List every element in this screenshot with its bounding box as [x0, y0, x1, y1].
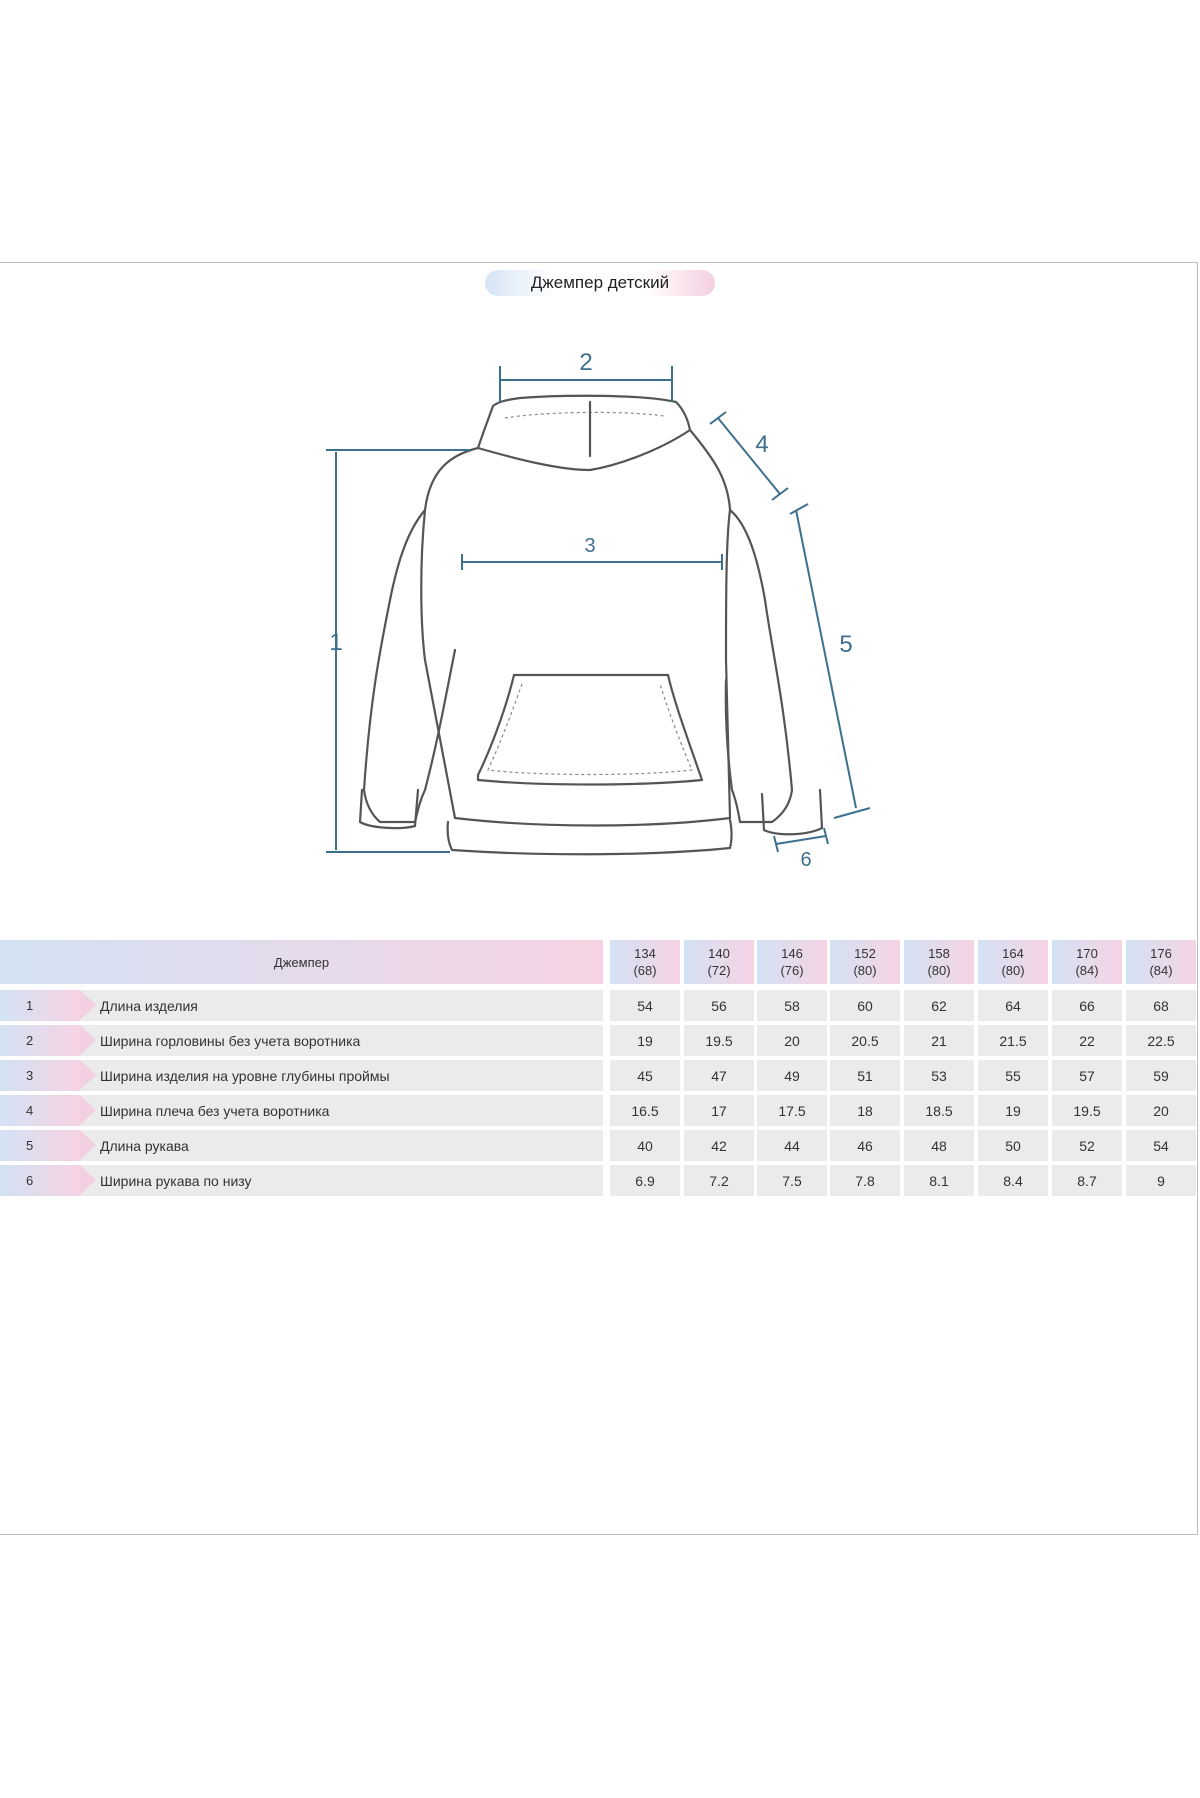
table-cell: 68 — [1126, 990, 1196, 1021]
row-name-cell — [80, 990, 603, 1021]
table-cell: 8.1 — [904, 1165, 974, 1196]
size-column-header — [684, 940, 754, 984]
row-number-cell — [0, 1165, 80, 1196]
size-height: 158 — [928, 946, 950, 961]
row-number: 5 — [26, 1138, 34, 1153]
dimension-2 — [500, 349, 672, 402]
size-column-header — [1052, 940, 1122, 984]
table-cell: 46 — [830, 1130, 900, 1161]
size-column-header — [757, 940, 827, 984]
table-cell: 6.9 — [610, 1165, 680, 1196]
size-height: 176 — [1150, 946, 1172, 961]
table-cell: 50 — [978, 1130, 1048, 1161]
table-cell: 55 — [978, 1060, 1048, 1091]
table-cell: 22.5 — [1126, 1025, 1196, 1056]
row-number-cell — [0, 1130, 80, 1161]
table-cell: 16.5 — [610, 1095, 680, 1126]
row-arrow — [80, 1130, 96, 1160]
size-chest: (80) — [927, 963, 951, 978]
table-cell: 7.5 — [757, 1165, 827, 1196]
table-cell: 20.5 — [830, 1025, 900, 1056]
dimension-5 — [790, 504, 870, 818]
table-row — [0, 1095, 1200, 1126]
table-cell: 9 — [1126, 1165, 1196, 1196]
size-chest: (84) — [1075, 963, 1099, 978]
table-cell: 54 — [1126, 1130, 1196, 1161]
dimension-label-2: 2 — [579, 349, 593, 376]
table-cell: 56 — [684, 990, 754, 1021]
page-title — [485, 270, 715, 296]
size-height: 164 — [1002, 946, 1024, 961]
table-cell: 20 — [757, 1025, 827, 1056]
size-column-header — [1126, 940, 1196, 984]
table-cell: 21 — [904, 1025, 974, 1056]
hoodie-outline — [360, 396, 822, 854]
table-cell: 18.5 — [904, 1095, 974, 1126]
size-chest: (68) — [633, 963, 657, 978]
row-arrow — [80, 1025, 96, 1055]
page-title-text: Джемпер детский — [530, 273, 670, 292]
table-cell: 18 — [830, 1095, 900, 1126]
row-number-cell — [0, 990, 80, 1021]
size-column-header — [830, 940, 900, 984]
table-cell: 17 — [684, 1095, 754, 1126]
table-cell: 7.2 — [684, 1165, 754, 1196]
table-header-label: Джемпер — [273, 954, 330, 970]
size-chest: (76) — [780, 963, 804, 978]
table-cell: 44 — [757, 1130, 827, 1161]
row-number: 4 — [26, 1103, 34, 1118]
table-cell: 19.5 — [1052, 1095, 1122, 1126]
table-row — [0, 1025, 1200, 1056]
row-number-cell — [0, 1095, 80, 1126]
dimension-1 — [326, 450, 470, 852]
size-chest: (72) — [707, 963, 731, 978]
row-number-cell — [0, 1060, 80, 1091]
dimension-4 — [710, 412, 788, 500]
table-row — [0, 1060, 1200, 1091]
table-cell: 60 — [830, 990, 900, 1021]
dimension-label-4: 4 — [755, 431, 769, 458]
row-number: 2 — [26, 1033, 34, 1048]
row-name-cell — [80, 1025, 603, 1056]
size-column-header — [978, 940, 1048, 984]
table-row — [0, 1130, 1200, 1161]
table-cell: 54 — [610, 990, 680, 1021]
row-number: 1 — [26, 998, 34, 1013]
size-height: 170 — [1076, 946, 1098, 961]
size-chest: (80) — [1001, 963, 1025, 978]
table-cell: 40 — [610, 1130, 680, 1161]
size-chest: (84) — [1149, 963, 1173, 978]
table-cell: 57 — [1052, 1060, 1122, 1091]
row-name: Ширина рукава по низу — [100, 1173, 252, 1189]
table-cell: 19 — [610, 1025, 680, 1056]
table-cell: 19.5 — [684, 1025, 754, 1056]
size-height: 140 — [708, 946, 730, 961]
row-name: Ширина горловины без учета воротника — [100, 1033, 361, 1049]
table-cell: 62 — [904, 990, 974, 1021]
dimension-3 — [462, 535, 722, 570]
table-cell: 48 — [904, 1130, 974, 1161]
row-name-cell — [80, 1130, 603, 1161]
table-cell: 45 — [610, 1060, 680, 1091]
row-number: 6 — [26, 1173, 34, 1188]
row-name: Ширина плеча без учета воротника — [100, 1103, 330, 1119]
table-cell: 21.5 — [978, 1025, 1048, 1056]
row-arrow — [80, 1095, 96, 1125]
table-cell: 52 — [1052, 1130, 1122, 1161]
table-cell: 51 — [830, 1060, 900, 1091]
dimension-label-1: 1 — [329, 629, 343, 656]
table-cell: 59 — [1126, 1060, 1196, 1091]
table-cell: 19 — [978, 1095, 1048, 1126]
row-number: 3 — [26, 1068, 34, 1083]
size-height: 146 — [781, 946, 803, 961]
hoodie-diagram — [0, 330, 1200, 870]
table-cell: 20 — [1126, 1095, 1196, 1126]
row-arrow — [80, 990, 96, 1020]
table-row — [0, 1165, 1200, 1196]
table-cell: 66 — [1052, 990, 1122, 1021]
row-name: Длина изделия — [100, 998, 198, 1014]
table-cell: 49 — [757, 1060, 827, 1091]
table-row — [0, 990, 1200, 1021]
dimension-label-3: 3 — [584, 535, 596, 557]
row-arrow — [80, 1060, 96, 1090]
dimension-label-5: 5 — [839, 631, 853, 658]
table-cell: 42 — [684, 1130, 754, 1161]
table-cell: 8.4 — [978, 1165, 1048, 1196]
row-name-cell — [80, 1060, 603, 1091]
table-cell: 22 — [1052, 1025, 1122, 1056]
table-header-name — [0, 940, 603, 984]
row-name-cell — [80, 1095, 603, 1126]
size-height: 152 — [854, 946, 876, 961]
table-cell: 47 — [684, 1060, 754, 1091]
row-name: Ширина изделия на уровне глубины проймы — [100, 1068, 390, 1084]
row-arrow — [80, 1165, 96, 1195]
size-column-header — [610, 940, 680, 984]
table-cell: 58 — [757, 990, 827, 1021]
table-cell: 53 — [904, 1060, 974, 1091]
dimension-label-6: 6 — [800, 849, 812, 870]
size-column-header — [904, 940, 974, 984]
row-name-cell — [80, 1165, 603, 1196]
table-cell: 17.5 — [757, 1095, 827, 1126]
table-cell: 64 — [978, 990, 1048, 1021]
size-chest: (80) — [853, 963, 877, 978]
row-name: Длина рукава — [100, 1138, 189, 1154]
table-cell: 8.7 — [1052, 1165, 1122, 1196]
size-height: 134 — [634, 946, 656, 961]
table-cell: 7.8 — [830, 1165, 900, 1196]
row-number-cell — [0, 1025, 80, 1056]
